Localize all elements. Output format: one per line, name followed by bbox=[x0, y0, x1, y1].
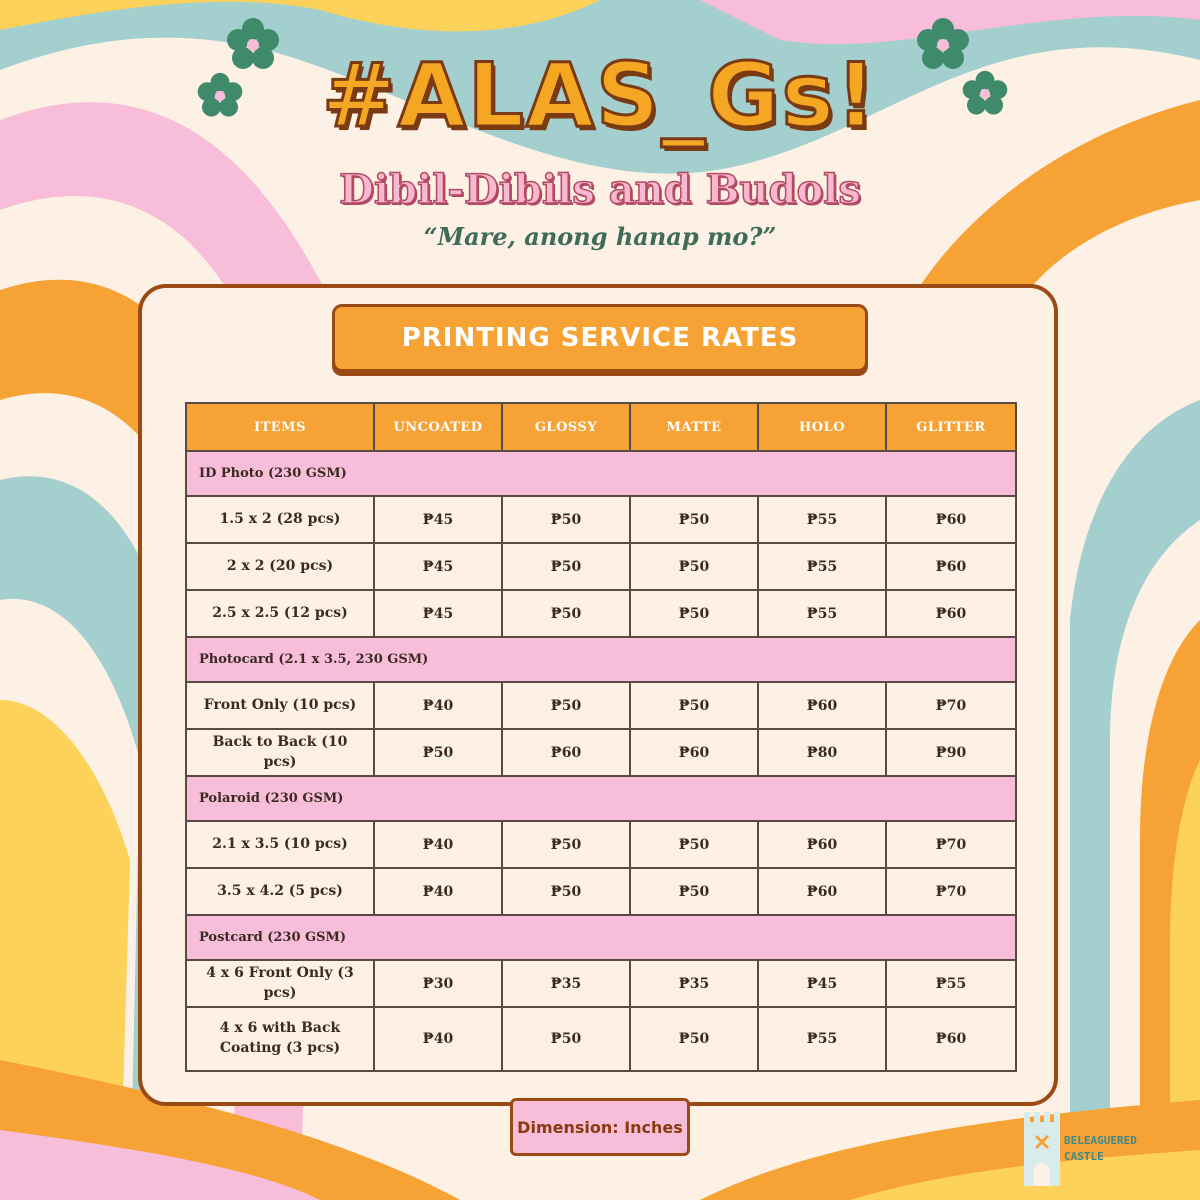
price-cell: ₱60 bbox=[630, 729, 758, 776]
price-cell: ₱55 bbox=[758, 543, 886, 590]
price-cell: ₱60 bbox=[886, 496, 1016, 543]
price-cell: ₱45 bbox=[374, 590, 502, 637]
price-cell: ₱60 bbox=[758, 821, 886, 868]
section-banner: PRINTING SERVICE RATES bbox=[332, 304, 868, 372]
price-cell: ₱55 bbox=[758, 1007, 886, 1071]
brand-line-2: CASTLE bbox=[1064, 1150, 1104, 1163]
price-cell: ₱70 bbox=[886, 682, 1016, 729]
table-row bbox=[186, 543, 1016, 590]
item-cell: 4 x 6 with Back Coating (3 pcs) bbox=[186, 1007, 374, 1071]
item-cell: 1.5 x 2 (28 pcs) bbox=[186, 496, 374, 543]
price-cell: ₱50 bbox=[502, 682, 630, 729]
price-cell: ₱40 bbox=[374, 821, 502, 868]
table-row bbox=[186, 682, 1016, 729]
price-cell: ₱35 bbox=[502, 960, 630, 1007]
price-cell: ₱50 bbox=[502, 1007, 630, 1071]
dimension-note: Dimension: Inches bbox=[510, 1098, 690, 1156]
price-cell: ₱50 bbox=[502, 543, 630, 590]
price-cell: ₱50 bbox=[630, 1007, 758, 1071]
table-row bbox=[186, 496, 1016, 543]
table-row bbox=[186, 868, 1016, 915]
category-row bbox=[186, 915, 1016, 960]
price-cell: ₱40 bbox=[374, 868, 502, 915]
category-label: ID Photo (230 GSM) bbox=[186, 451, 1016, 496]
category-row bbox=[186, 451, 1016, 496]
price-cell: ₱50 bbox=[374, 729, 502, 776]
price-cell: ₱50 bbox=[630, 496, 758, 543]
item-cell: 2.5 x 2.5 (12 pcs) bbox=[186, 590, 374, 637]
price-cell: ₱50 bbox=[630, 543, 758, 590]
price-cell: ₱60 bbox=[502, 729, 630, 776]
price-cell: ₱45 bbox=[374, 496, 502, 543]
column-header: ITEMS bbox=[186, 403, 374, 451]
price-cell: ₱90 bbox=[886, 729, 1016, 776]
price-cell: ₱40 bbox=[374, 682, 502, 729]
tagline: “Mare, anong hanap mo?” bbox=[423, 222, 777, 251]
page-title: #ALAS_Gs! bbox=[321, 44, 879, 147]
column-header: HOLO bbox=[758, 403, 886, 451]
column-header: GLOSSY bbox=[502, 403, 630, 451]
table-row bbox=[186, 590, 1016, 637]
price-cell: ₱60 bbox=[886, 590, 1016, 637]
price-cell: ₱45 bbox=[758, 960, 886, 1007]
price-cell: ₱80 bbox=[758, 729, 886, 776]
price-cell: ₱50 bbox=[502, 868, 630, 915]
item-cell: 4 x 6 Front Only (3 pcs) bbox=[186, 960, 374, 1007]
item-cell: Front Only (10 pcs) bbox=[186, 682, 374, 729]
brand-line-1: BELEAGUERED bbox=[1064, 1134, 1137, 1147]
price-cell: ₱55 bbox=[886, 960, 1016, 1007]
column-header: UNCOATED bbox=[374, 403, 502, 451]
rates-table bbox=[185, 402, 1017, 1072]
price-cell: ₱50 bbox=[630, 821, 758, 868]
price-cell: ₱50 bbox=[630, 682, 758, 729]
price-cell: ₱50 bbox=[502, 821, 630, 868]
price-cell: ₱60 bbox=[886, 1007, 1016, 1071]
price-cell: ₱30 bbox=[374, 960, 502, 1007]
item-cell: Back to Back (10 pcs) bbox=[186, 729, 374, 776]
price-cell: ₱70 bbox=[886, 821, 1016, 868]
page-subtitle: Dibil-Dibils and Budols bbox=[339, 166, 861, 213]
table-row bbox=[186, 729, 1016, 776]
price-cell: ₱45 bbox=[374, 543, 502, 590]
table-row bbox=[186, 821, 1016, 868]
price-cell: ₱60 bbox=[758, 868, 886, 915]
price-cell: ₱40 bbox=[374, 1007, 502, 1071]
price-cell: ₱60 bbox=[886, 543, 1016, 590]
column-header: MATTE bbox=[630, 403, 758, 451]
category-label: Polaroid (230 GSM) bbox=[186, 776, 1016, 821]
item-cell: 2.1 x 3.5 (10 pcs) bbox=[186, 821, 374, 868]
item-cell: 3.5 x 4.2 (5 pcs) bbox=[186, 868, 374, 915]
price-cell: ₱50 bbox=[502, 590, 630, 637]
price-cell: ₱35 bbox=[630, 960, 758, 1007]
price-cell: ₱50 bbox=[630, 868, 758, 915]
table-row bbox=[186, 1007, 1016, 1071]
price-cell: ₱50 bbox=[502, 496, 630, 543]
column-header: GLITTER bbox=[886, 403, 1016, 451]
price-cell: ₱55 bbox=[758, 496, 886, 543]
price-cell: ₱70 bbox=[886, 868, 1016, 915]
category-row bbox=[186, 637, 1016, 682]
price-cell: ₱60 bbox=[758, 682, 886, 729]
brand-logo-text bbox=[1064, 1133, 1137, 1165]
price-cell: ₱55 bbox=[758, 590, 886, 637]
table-row bbox=[186, 960, 1016, 1007]
item-cell: 2 x 2 (20 pcs) bbox=[186, 543, 374, 590]
price-cell: ₱50 bbox=[630, 590, 758, 637]
category-row bbox=[186, 776, 1016, 821]
category-label: Photocard (2.1 x 3.5, 230 GSM) bbox=[186, 637, 1016, 682]
table-header-row bbox=[186, 403, 1016, 451]
category-label: Postcard (230 GSM) bbox=[186, 915, 1016, 960]
